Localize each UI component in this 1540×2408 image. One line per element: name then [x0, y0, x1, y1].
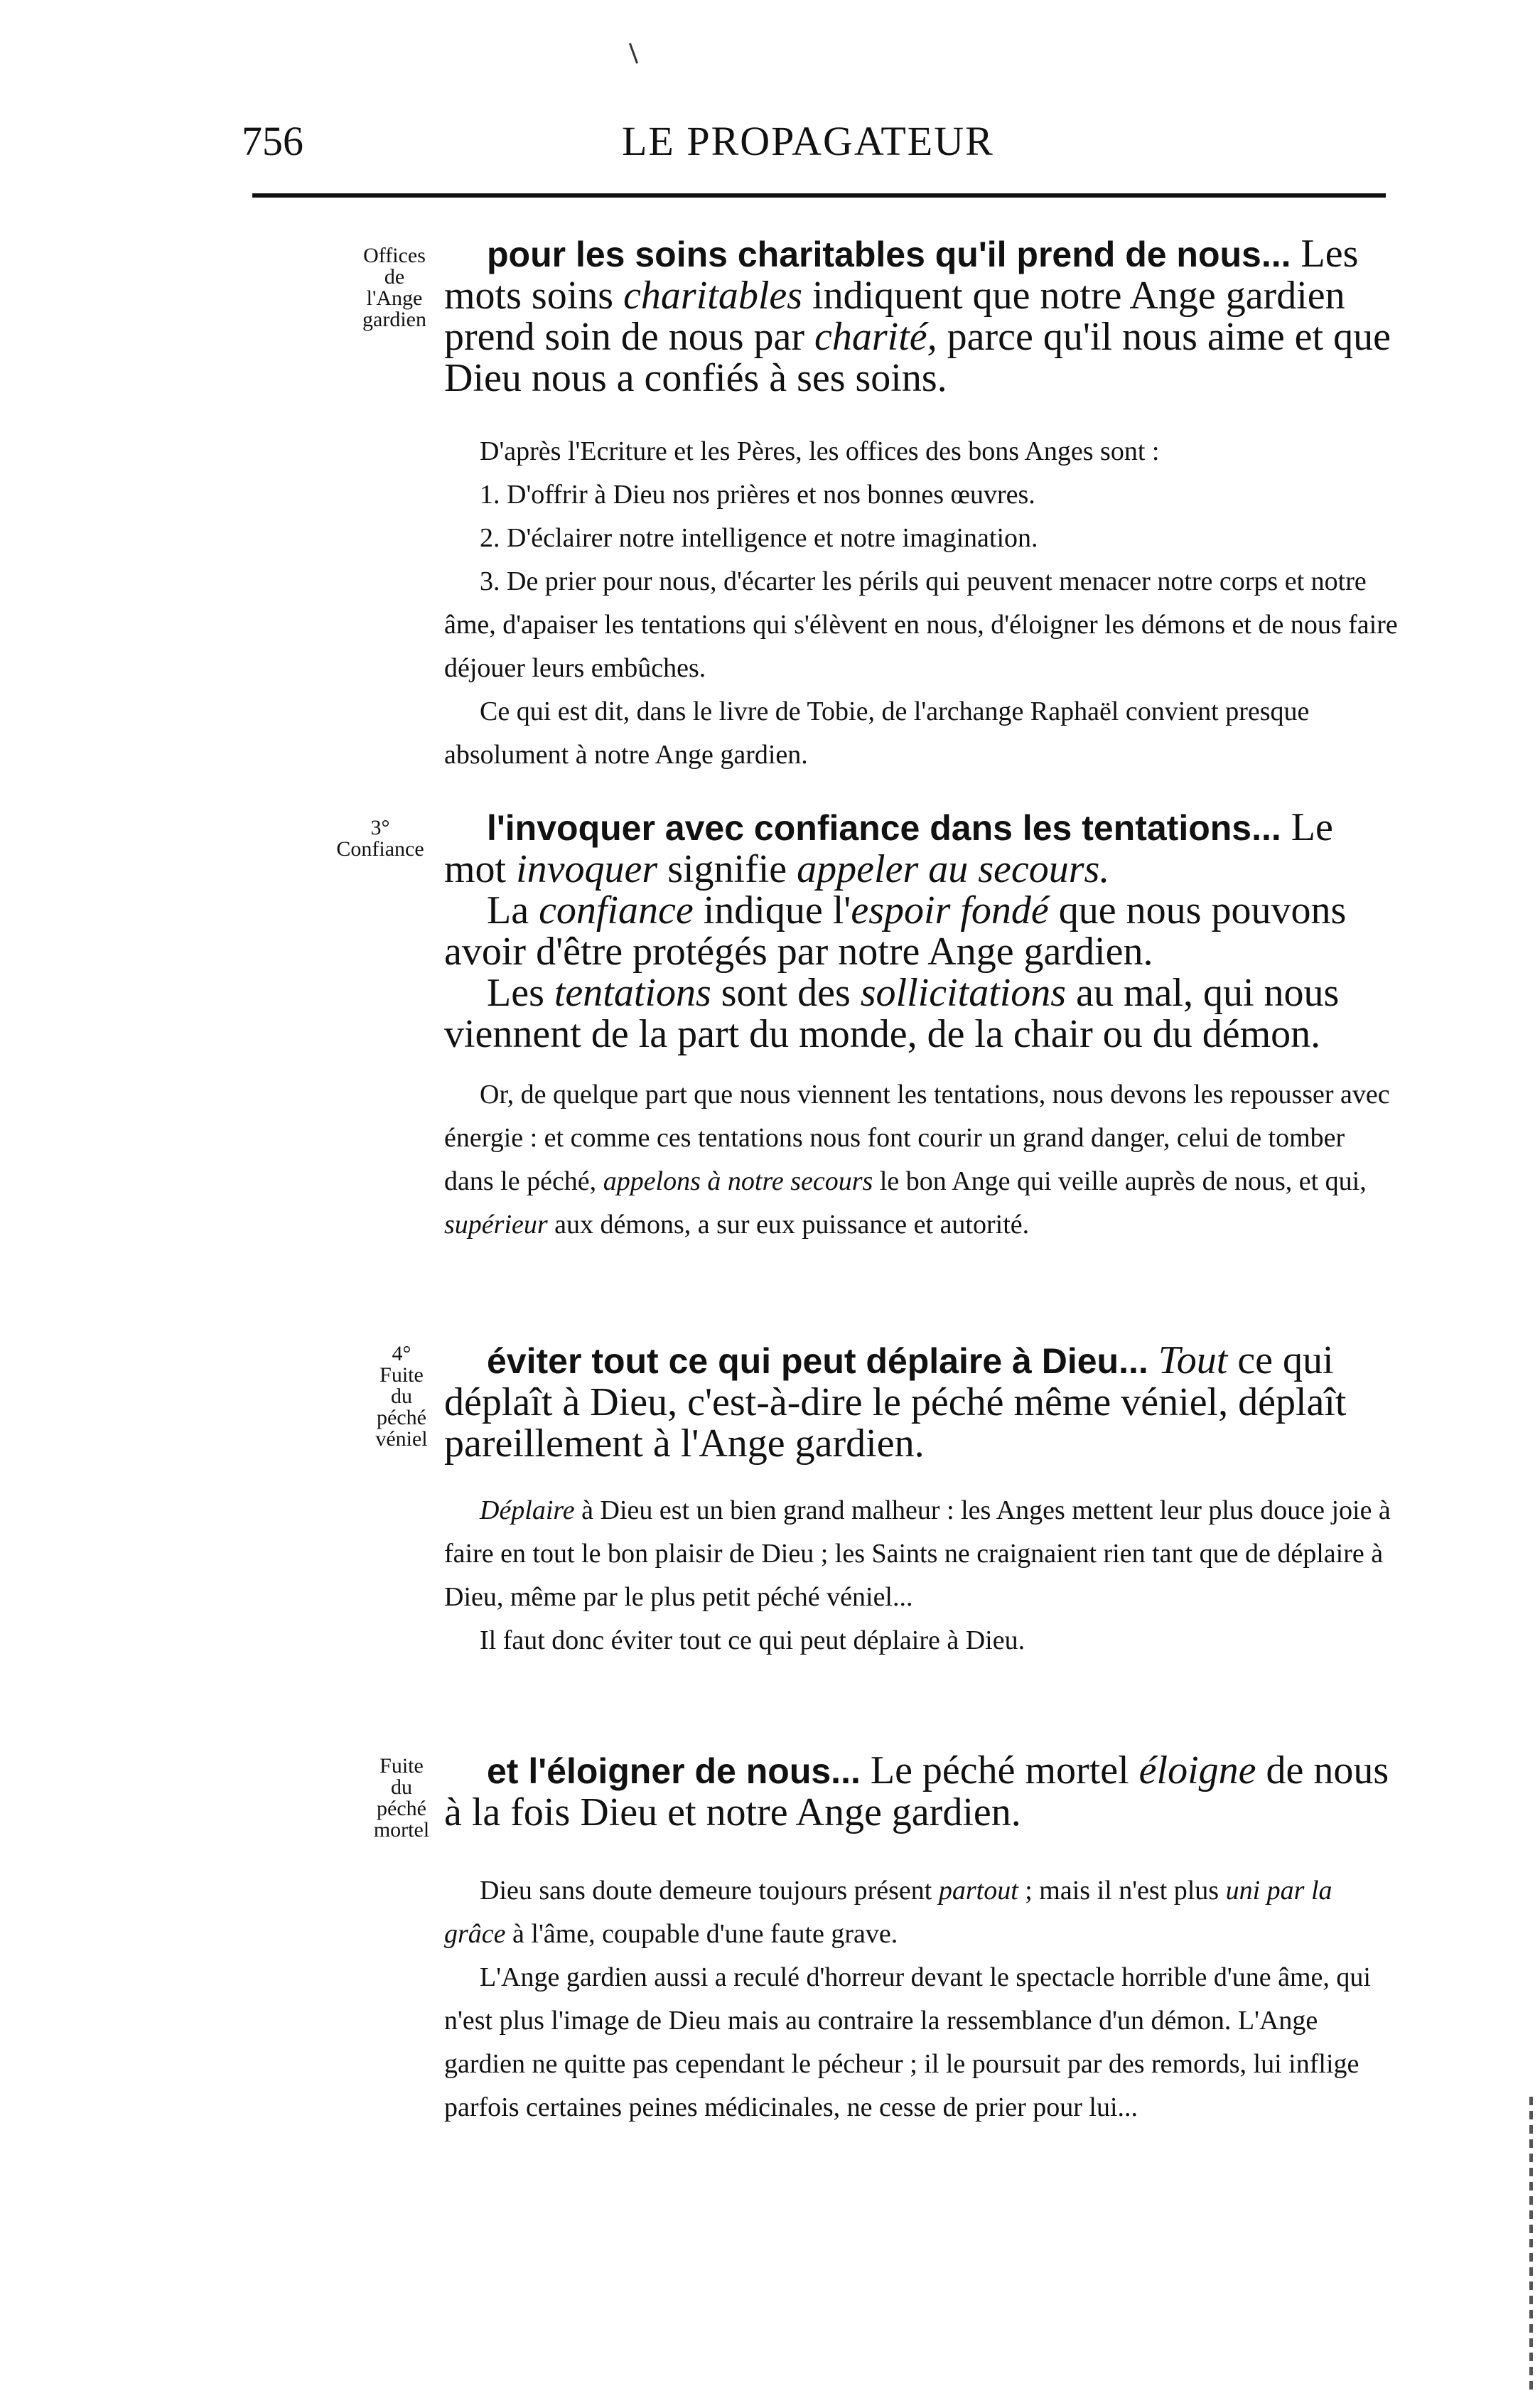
- paragraph: [444, 1340, 1400, 1464]
- italic-run: Déplaire: [480, 1495, 575, 1525]
- italic-run: confiance: [539, 888, 694, 932]
- italic-run: Tout: [1158, 1338, 1228, 1382]
- margin-note-line: péché: [377, 1406, 426, 1429]
- commentary-paragraph: [444, 1489, 1400, 1619]
- paragraph: [444, 890, 1400, 972]
- italic-run: éloigne: [1138, 1748, 1256, 1792]
- commentary-paragraph: [444, 1869, 1400, 1956]
- paragraph: [444, 807, 1400, 890]
- italic-run: charitables: [623, 274, 803, 318]
- lead-phrase: l'invoquer avec confiance dans les tentations...: [487, 808, 1281, 848]
- lead-phrase: pour les soins charitables qu'il prend de nous...: [487, 235, 1291, 274]
- text-run: le bon Ange qui veille auprès de nous, et qui,: [873, 1166, 1367, 1196]
- text-run: parce qu'il nous aime et que Dieu nous a confiés à ses soins.: [444, 315, 1391, 400]
- italic-run: appelons à notre secours: [603, 1166, 873, 1196]
- commentary-item: 2. D'éclairer notre intelligence et notre imagination.: [480, 523, 1038, 553]
- text-run: à l'âme, coupable d'une faute grave.: [505, 1919, 898, 1949]
- commentary-invocation: [444, 1073, 1400, 1247]
- margin-note-line: l'Ange: [366, 286, 423, 310]
- text-run: Le péché mortel: [860, 1748, 1139, 1792]
- text-run: Les: [487, 971, 554, 1015]
- paragraph: [444, 1750, 1400, 1833]
- italic-run: partout: [938, 1876, 1018, 1906]
- section-avoid-venial: [444, 1340, 1400, 1464]
- margin-note-line: du: [391, 1385, 412, 1408]
- margin-note-fuite-veniel: [355, 1343, 448, 1450]
- margin-note-confiance: [313, 817, 448, 860]
- paragraph: [444, 972, 1400, 1055]
- text-run: sont des: [711, 971, 861, 1015]
- lead-phrase: éviter tout ce qui peut déplaire à Dieu...: [487, 1341, 1148, 1381]
- text-run: ; mais il n'est plus: [1018, 1876, 1226, 1906]
- margin-note-line: gardien: [362, 308, 426, 331]
- margin-note-line: Fuite: [379, 1363, 424, 1387]
- margin-note-offices: [341, 245, 448, 330]
- section-avoid-mortal: [444, 1750, 1400, 1833]
- margin-note-line: Confiance: [336, 837, 424, 861]
- text-run: au mal, qui nous viennent de la part du monde, de la chair ou du démon.: [444, 971, 1340, 1056]
- commentary-paragraph: [444, 1073, 1400, 1247]
- margin-note-line: Fuite: [379, 1754, 424, 1778]
- commentary-item: 1. D'offrir à Dieu nos prières et nos bonnes œuvres.: [480, 480, 1035, 510]
- text-run: ce qui déplaît à Dieu, c'est-à-dire le péché même véniel, déplaît pareillement à l'Ange gardien.: [444, 1338, 1347, 1466]
- running-title: LE PROPAGATEUR: [622, 118, 994, 164]
- italic-run: uni par la grâce: [444, 1876, 1332, 1949]
- italic-run: invoquer: [516, 847, 658, 891]
- italic-run: tentations: [554, 971, 711, 1015]
- margin-note-line: de: [384, 265, 405, 289]
- margin-note-line: véniel: [375, 1427, 428, 1451]
- commentary-paragraph: D'après l'Ecriture et les Pères, les offices des bons Anges sont :: [480, 436, 1160, 466]
- commentary-item: 3. De prier pour nous, d'écarter les périls qui peuvent menacer notre corps et notre âme, d'apaiser les tentations qui s'élèvent en nous, d'éloigner les démons et de nous faire déjouer leurs embûches.: [444, 566, 1398, 683]
- commentary-paragraph: Ce qui est dit, dans le livre de Tobie, de l'archange Raphaël convient presque absolument à notre Ange gardien.: [444, 697, 1310, 770]
- margin-note-line: 3°: [370, 816, 390, 839]
- margin-note-line: mortel: [373, 1818, 430, 1842]
- italic-run: sollicitations: [860, 971, 1067, 1015]
- margin-note-line: du: [391, 1775, 412, 1799]
- text-run: aux démons, a sur eux puissance et autorité.: [547, 1210, 1030, 1240]
- text-run: à Dieu est un bien grand malheur : les Anges mettent leur plus douce joie à faire en tout le bon plaisir de Dieu ; les Saints ne craignaient rien tant que de déplaire à Dieu, même par le plus petit péché véniel...: [444, 1495, 1391, 1612]
- commentary-offices: [444, 430, 1400, 777]
- commentary-paragraph: Il faut donc éviter tout ce qui peut déplaire à Dieu.: [480, 1625, 1025, 1655]
- commentary-paragraph: L'Ange gardien aussi a reculé d'horreur devant le spectacle horrible d'une âme, qui n'est plus l'image de Dieu mais au contraire la ressemblance d'un démon. L'Ange gardien ne quitte pas cependant le pécheur ; il le poursuit par des remords, lui inflige parfois certaines peines médicinales, ne cesse de prier pour lui...: [444, 1962, 1371, 2122]
- text-run: de nous à la fois Dieu et notre Ange gardien.: [444, 1748, 1389, 1834]
- section-guardian-offices: [444, 233, 1396, 399]
- italic-run: supérieur: [444, 1210, 548, 1240]
- italic-run: appeler au secours.: [797, 847, 1110, 891]
- italic-run: charité,: [814, 315, 937, 359]
- margin-note-line: péché: [377, 1797, 426, 1820]
- margin-note-line: Offices: [363, 244, 426, 267]
- text-run: indique l': [693, 888, 851, 932]
- text-run: Les mots soins: [444, 232, 1359, 318]
- scan-edge-marks: [1529, 2097, 1533, 2395]
- text-run: Le mot: [444, 805, 1333, 891]
- text-run: [1148, 1338, 1158, 1382]
- text-run: indiquent que notre Ange gardien prend soin de nous par: [444, 274, 1345, 359]
- page-number: 756: [242, 118, 303, 164]
- print-mark: [629, 43, 638, 63]
- margin-note-line: 4°: [392, 1342, 411, 1365]
- lead-phrase: et l'éloigner de nous...: [487, 1751, 861, 1791]
- text-run: La: [487, 888, 539, 932]
- header-rule: [252, 193, 1386, 198]
- commentary-mortal: [444, 1869, 1400, 2129]
- text-run: Dieu sans doute demeure toujours présent: [480, 1876, 939, 1906]
- section-invocation: [444, 807, 1400, 1055]
- text-run: signifie: [657, 847, 797, 891]
- text-run: Or, de quelque part que nous viennent les tentations, nous devons les repousser avec énergie : et comme ces tentations nous font courir un grand danger, celui de tomber dans le péché,: [444, 1080, 1390, 1196]
- paragraph: [444, 233, 1396, 399]
- italic-run: espoir fondé: [851, 888, 1049, 932]
- text-run: que nous pouvons avoir d'être protégés par notre Ange gardien.: [444, 888, 1347, 974]
- margin-note-fuite-mortel: [355, 1756, 448, 1841]
- commentary-venial: [444, 1489, 1400, 1662]
